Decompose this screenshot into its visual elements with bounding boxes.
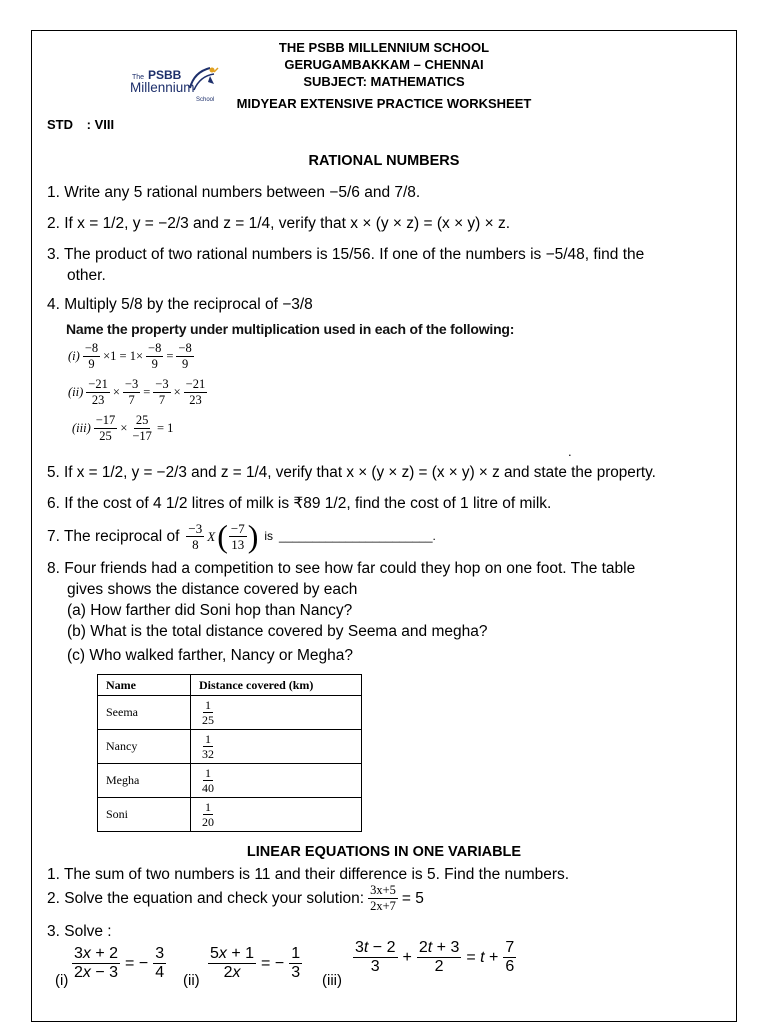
linear-question-3: 3. Solve : bbox=[47, 923, 112, 940]
property-ii-label: (ii) bbox=[68, 384, 84, 399]
table-row bbox=[98, 764, 362, 798]
fraction: $\frac{3}{4}$ bbox=[155, 945, 165, 981]
solve-i-label: (i) bbox=[55, 972, 69, 989]
table-cell-distance: $\frac{1}{25}$ bbox=[191, 696, 362, 730]
property-iii: (iii) $\frac{-17}{25}$ × $\frac{25}{-17}$ = 1 bbox=[72, 413, 174, 443]
fraction: $\frac{2t + 3}{2}$ bbox=[418, 939, 460, 975]
fraction: $\frac{-8}{9}$ bbox=[178, 341, 192, 371]
fraction: $\frac{1}{3}$ bbox=[291, 945, 301, 981]
section-title-rational: RATIONAL NUMBERS bbox=[308, 153, 460, 169]
solve-i-equation: $\frac{3x + 2}{2x - 3}$ = − $\frac{3}{4}$ bbox=[74, 945, 165, 981]
rational-question-8a: (a) How farther did Soni hop than Nancy? bbox=[67, 602, 353, 619]
fraction: $\frac{-17}{25}$ bbox=[95, 413, 116, 443]
rational-question-3-line2: other. bbox=[67, 267, 106, 284]
q7-suffix: is bbox=[264, 528, 274, 543]
linear-question-1: 1. The sum of two numbers is 11 and their difference is 5. Find the numbers. bbox=[47, 866, 570, 883]
fraction: $\frac{-8}{9}$ bbox=[84, 341, 99, 371]
table-cell-distance: $\frac{1}{32}$ bbox=[191, 730, 362, 764]
q7-prefix: 7. The reciprocal of bbox=[47, 527, 180, 545]
fraction: $\frac{3t - 2}{3}$ bbox=[355, 939, 396, 975]
linear-q2-prefix: 2. Solve the equation and check your solution: bbox=[47, 889, 365, 907]
rational-question-8-line1: 8. Four friends had a competition to see how far could they hop on one foot. The table bbox=[47, 560, 636, 577]
linear-q2-fraction: $\frac{3x+5}{2x+7}$ bbox=[370, 883, 396, 913]
table-cell-name: Soni bbox=[98, 798, 191, 832]
rational-question-8b: (b) What is the total distance covered by Seema and megha? bbox=[67, 623, 488, 640]
std-label: STD bbox=[47, 117, 73, 132]
fraction: $\frac{-21}{23}$ bbox=[185, 377, 206, 407]
std-row bbox=[47, 117, 114, 132]
rational-question-8c: (c) Who walked farther, Nancy or Megha? bbox=[67, 647, 354, 664]
table-cell-distance: $\frac{1}{40}$ bbox=[191, 764, 362, 798]
linear-q2-suffix: = 5 bbox=[401, 889, 424, 907]
logo-school: School bbox=[196, 97, 215, 103]
fraction: $\frac{-8}{9}$ bbox=[148, 341, 162, 371]
worksheet-title: MIDYEAR EXTENSIVE PRACTICE WORKSHEET bbox=[236, 96, 532, 111]
table-header-distance: Distance covered (km) bbox=[191, 675, 362, 696]
rational-question-4: 4. Multiply 5/8 by the reciprocal of −3/8 bbox=[47, 296, 313, 313]
logo-millennium: Millennium bbox=[130, 80, 195, 95]
property-i-label: (i) bbox=[68, 348, 80, 363]
table-cell-name: Seema bbox=[98, 696, 191, 730]
rational-question-3-line1: 3. The product of two rational numbers is 15/56. If one of the numbers is −5/48, find the bbox=[47, 246, 645, 263]
solve-iii-equation: $\frac{3t - 2}{3}$ + $\frac{2t + 3}{2}$ = t + $\frac{7}{6}$ bbox=[355, 939, 515, 975]
property-i: (i) $\frac{-8}{9}$ ×1 = 1× $\frac{-8}{9}$ = $\frac{-8}{9}$ bbox=[68, 341, 192, 371]
fraction: $\frac{3x + 2}{2x - 3}$ bbox=[74, 945, 119, 981]
table-cell-distance: $\frac{1}{20}$ bbox=[191, 798, 362, 832]
rational-question-1: 1. Write any 5 rational numbers between −5/6 and 7/8. bbox=[47, 184, 421, 201]
solve-ii-equation: $\frac{5x + 1}{2x}$ = − $\frac{1}{3}$ bbox=[210, 945, 301, 981]
school-name: THE PSBB MILLENNIUM SCHOOL bbox=[278, 40, 490, 55]
q7-answer-blank: _______________________. bbox=[279, 528, 436, 543]
q7-expression: $\frac{-3}{8}$ X ( $\frac{-7}{13}$ ) bbox=[188, 518, 259, 554]
fraction: $\frac{-3}{7}$ bbox=[155, 377, 169, 407]
table-cell-name: Nancy bbox=[98, 730, 191, 764]
property-instruction: Name the property under multiplication used in each of the following: bbox=[66, 321, 515, 337]
property-ii: (ii) $\frac{-21}{23}$ × $\frac{-3}{7}$ = $\frac{-3}{7}$ × $\frac{-21}{23}$ bbox=[68, 377, 206, 407]
table-header-row bbox=[98, 675, 362, 696]
rational-question-2: 2. If x = 1/2, y = −2/3 and z = 1/4, verify that x × (y × z) = (x × y) × z. bbox=[47, 215, 511, 232]
fraction: $\frac{5x + 1}{2x}$ bbox=[210, 945, 255, 981]
logo-psbb: PSBB bbox=[148, 68, 182, 82]
rational-question-5: 5. If x = 1/2, y = −2/3 and z = 1/4, verify that x × (y × z) = (x × y) × z and state the property. bbox=[47, 464, 656, 481]
table-cell-name: Megha bbox=[98, 764, 191, 798]
solve-iii-label: (iii) bbox=[322, 972, 342, 989]
std-value: : VIII bbox=[86, 117, 115, 132]
school-location: GERUGAMBAKKAM – CHENNAI bbox=[284, 57, 484, 72]
table-row bbox=[98, 696, 362, 730]
distance-table bbox=[97, 674, 362, 832]
table-row bbox=[98, 798, 362, 832]
subject-heading: SUBJECT: MATHEMATICS bbox=[303, 74, 465, 89]
fraction: $\frac{-21}{23}$ bbox=[88, 377, 108, 407]
property-iii-label: (iii) bbox=[72, 420, 91, 435]
logo-the: The bbox=[132, 74, 145, 81]
fraction: $\frac{7}{6}$ bbox=[505, 939, 515, 975]
table-row bbox=[98, 730, 362, 764]
fraction: $\frac{-3}{7}$ bbox=[124, 377, 139, 407]
table-header-name: Name bbox=[98, 675, 191, 696]
linear-question-2 bbox=[47, 884, 424, 912]
rational-question-8-line2: gives shows the distance covered by each bbox=[67, 581, 358, 598]
section-title-linear: LINEAR EQUATIONS IN ONE VARIABLE bbox=[246, 844, 522, 860]
solve-ii-label: (ii) bbox=[183, 972, 200, 989]
rational-question-7 bbox=[47, 520, 436, 552]
rational-question-6: 6. If the cost of 4 1/2 litres of milk is ₹89 1/2, find the cost of 1 litre of milk. bbox=[47, 495, 552, 512]
fraction: $\frac{25}{-17}$ bbox=[132, 413, 152, 443]
stray-dot: . bbox=[568, 444, 572, 459]
header-rule: ________________________________________________________________________ bbox=[93, 135, 600, 148]
